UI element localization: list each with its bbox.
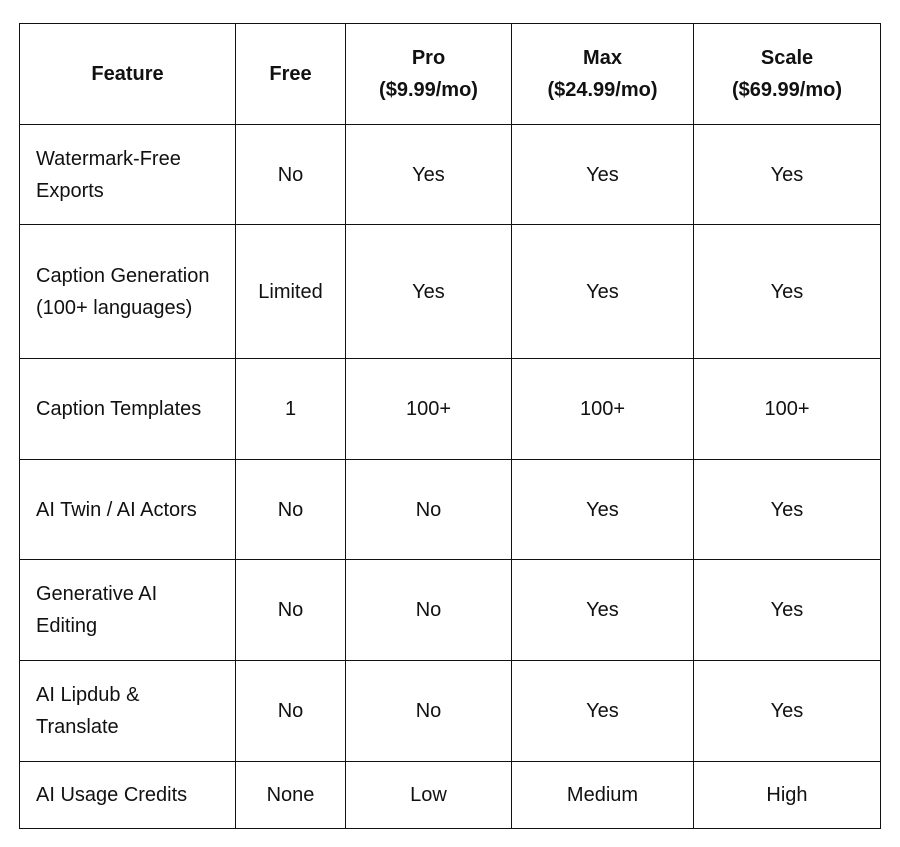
free-cell: Limited bbox=[236, 225, 346, 359]
free-cell: No bbox=[236, 125, 346, 225]
header-max bbox=[512, 24, 694, 125]
scale-cell: Yes bbox=[694, 560, 881, 661]
pro-cell: No bbox=[346, 661, 512, 762]
pro-cell: No bbox=[346, 560, 512, 661]
free-cell: None bbox=[236, 762, 346, 829]
feature-cell: AI Lipdub & Translate bbox=[20, 661, 236, 762]
scale-cell: Yes bbox=[694, 225, 881, 359]
pro-cell: Low bbox=[346, 762, 512, 829]
free-cell: No bbox=[236, 661, 346, 762]
scale-cell: High bbox=[694, 762, 881, 829]
feature-cell: Caption Generation (100+ languages) bbox=[20, 225, 236, 359]
feature-cell: AI Usage Credits bbox=[20, 762, 236, 829]
pro-cell: Yes bbox=[346, 125, 512, 225]
max-cell: Yes bbox=[512, 560, 694, 661]
free-cell: No bbox=[236, 560, 346, 661]
header-pro bbox=[346, 24, 512, 125]
max-cell: 100+ bbox=[512, 359, 694, 460]
table-row bbox=[20, 460, 881, 560]
feature-cell: Caption Templates bbox=[20, 359, 236, 460]
pro-cell: Yes bbox=[346, 225, 512, 359]
table-row bbox=[20, 661, 881, 762]
header-scale-label: Scale ($69.99/mo) bbox=[731, 47, 843, 101]
header-feature-label: Feature bbox=[91, 63, 164, 85]
max-cell: Yes bbox=[512, 661, 694, 762]
table-header-row bbox=[20, 24, 881, 125]
header-feature bbox=[20, 24, 236, 125]
pro-cell: No bbox=[346, 460, 512, 560]
header-free bbox=[236, 24, 346, 125]
table-row bbox=[20, 359, 881, 460]
feature-cell: Generative AI Editing bbox=[20, 560, 236, 661]
feature-cell: Watermark-Free Exports bbox=[20, 125, 236, 225]
comparison-table-container bbox=[19, 23, 881, 829]
max-cell: Yes bbox=[512, 460, 694, 560]
table-row bbox=[20, 125, 881, 225]
free-cell: No bbox=[236, 460, 346, 560]
max-cell: Yes bbox=[512, 225, 694, 359]
scale-cell: Yes bbox=[694, 125, 881, 225]
header-free-label: Free bbox=[269, 63, 312, 85]
table-row bbox=[20, 225, 881, 359]
plan-comparison-table bbox=[19, 23, 881, 829]
table-row bbox=[20, 762, 881, 829]
scale-cell: Yes bbox=[694, 460, 881, 560]
header-scale bbox=[694, 24, 881, 125]
table-row bbox=[20, 560, 881, 661]
scale-cell: Yes bbox=[694, 661, 881, 762]
scale-cell: 100+ bbox=[694, 359, 881, 460]
pro-cell: 100+ bbox=[346, 359, 512, 460]
feature-cell: AI Twin / AI Actors bbox=[20, 460, 236, 560]
max-cell: Medium bbox=[512, 762, 694, 829]
free-cell: 1 bbox=[236, 359, 346, 460]
header-max-label: Max ($24.99/mo) bbox=[547, 47, 658, 101]
max-cell: Yes bbox=[512, 125, 694, 225]
header-pro-label: Pro ($9.99/mo) bbox=[379, 47, 478, 101]
